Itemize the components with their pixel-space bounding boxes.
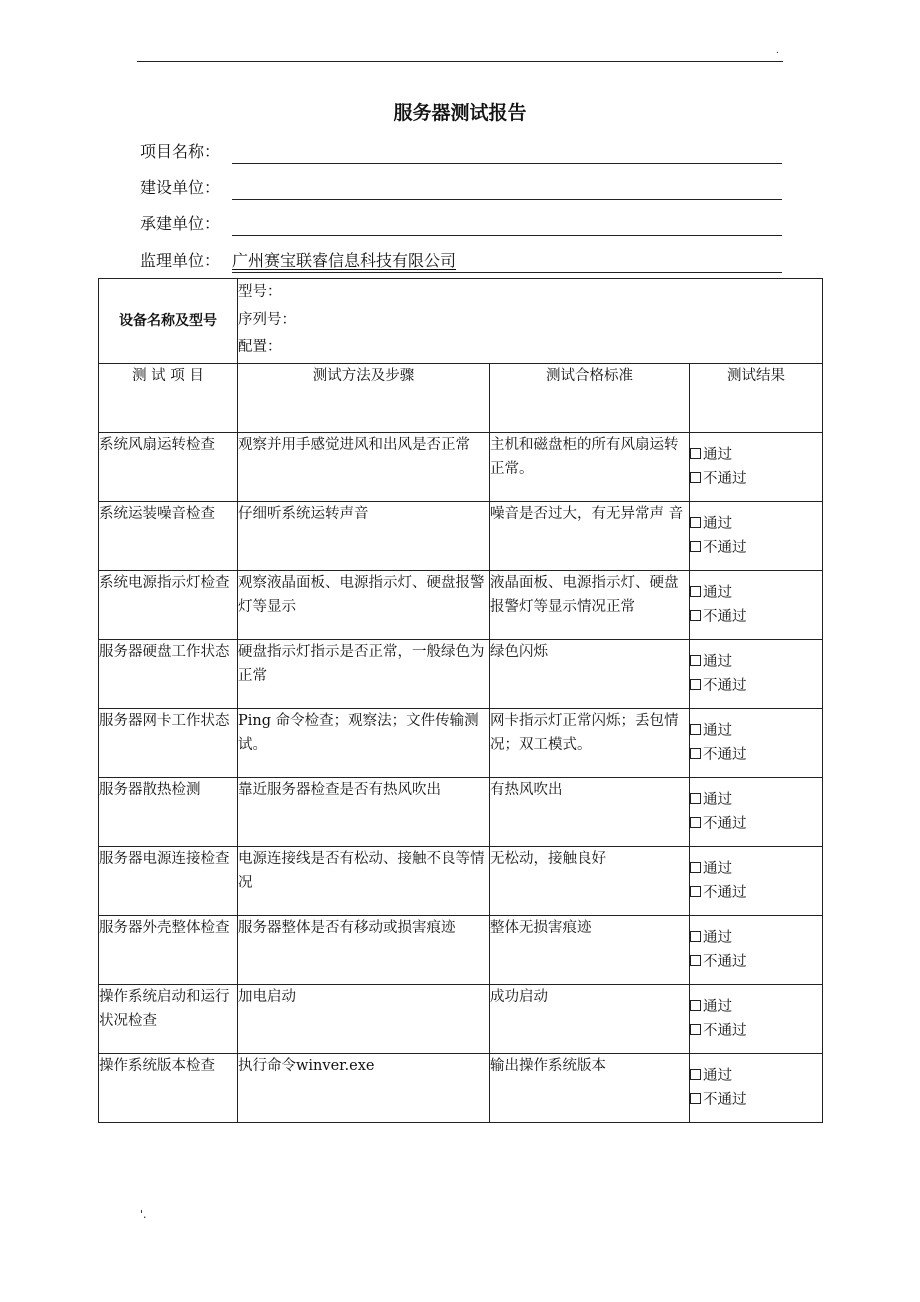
- pass-label: 通过: [703, 654, 732, 670]
- pass-label: 通过: [703, 723, 732, 739]
- checkbox-icon[interactable]: [690, 472, 701, 483]
- test-result-cell: [690, 502, 823, 571]
- pass-option[interactable]: [690, 650, 822, 674]
- fail-label: 不通过: [703, 471, 747, 487]
- table-row: [99, 433, 823, 502]
- test-item-cell: 系统运装噪音检查: [99, 502, 238, 571]
- device-spec: [238, 279, 823, 364]
- fail-option[interactable]: [690, 812, 822, 836]
- fill-line: [232, 199, 782, 200]
- test-method-cell: 硬盘指示灯指示是否正常，一般绿色为正常: [238, 640, 490, 709]
- fail-label: 不通过: [703, 954, 747, 970]
- info-row-supervisor: [140, 249, 782, 277]
- checkbox-icon[interactable]: [690, 931, 701, 942]
- fail-label: 不通过: [703, 1023, 747, 1039]
- test-method-cell: 服务器整体是否有移动或损害痕迹: [238, 916, 490, 985]
- pass-option[interactable]: [690, 581, 822, 605]
- test-method-cell: 电源连接线是否有松动、接触不良等情况: [238, 847, 490, 916]
- checkbox-icon[interactable]: [690, 793, 701, 804]
- test-item-cell: 系统电源指示灯检查: [99, 571, 238, 640]
- col-header-result: 测试结果: [690, 364, 823, 433]
- pass-option[interactable]: [690, 926, 822, 950]
- pass-label: 通过: [703, 516, 732, 532]
- test-standard-cell: 网卡指示灯正常闪烁；丢包情况；双工模式。: [490, 709, 690, 778]
- test-result-cell: [690, 709, 823, 778]
- info-value: 广州赛宝联睿信息科技有限公司: [232, 251, 457, 270]
- test-item-cell: 操作系统版本检查: [99, 1054, 238, 1123]
- pass-label: 通过: [703, 861, 732, 877]
- table-row: [99, 916, 823, 985]
- fail-option[interactable]: [690, 674, 822, 698]
- table-row: [99, 709, 823, 778]
- test-item-cell: 服务器外壳整体检查: [99, 916, 238, 985]
- checkbox-icon[interactable]: [690, 955, 701, 966]
- test-standard-cell: 有热风吹出: [490, 778, 690, 847]
- report-title: 服务器测试报告: [393, 102, 527, 124]
- pass-label: 通过: [703, 447, 732, 463]
- col-header-item: 测 试 项 目: [99, 364, 238, 433]
- fail-label: 不通过: [703, 1092, 747, 1108]
- header-row: [99, 364, 823, 433]
- test-result-cell: [690, 1054, 823, 1123]
- table-row: [99, 847, 823, 916]
- pass-label: 通过: [703, 792, 732, 808]
- test-standard-cell: 成功启动: [490, 985, 690, 1054]
- fail-label: 不通过: [703, 540, 747, 556]
- test-standard-cell: 输出操作系统版本: [490, 1054, 690, 1123]
- pass-label: 通过: [703, 999, 732, 1015]
- test-result-cell: [690, 985, 823, 1054]
- checkbox-icon[interactable]: [690, 517, 701, 528]
- checkbox-icon[interactable]: [690, 679, 701, 690]
- checkbox-icon[interactable]: [690, 748, 701, 759]
- info-row-contractor: [140, 212, 782, 240]
- pass-label: 通过: [703, 1068, 732, 1084]
- test-method-cell: 加电启动: [238, 985, 490, 1054]
- table-row: [99, 640, 823, 709]
- fail-label: 不通过: [703, 747, 747, 763]
- test-item-cell: 服务器硬盘工作状态: [99, 640, 238, 709]
- test-standard-cell: 整体无损害痕迹: [490, 916, 690, 985]
- pass-option[interactable]: [690, 995, 822, 1019]
- checkbox-icon[interactable]: [690, 1000, 701, 1011]
- checkbox-icon[interactable]: [690, 586, 701, 597]
- fail-option[interactable]: [690, 605, 822, 629]
- checkbox-icon[interactable]: [690, 1093, 701, 1104]
- checkbox-icon[interactable]: [690, 1069, 701, 1080]
- info-label: 项目名称：: [140, 142, 221, 161]
- test-method-cell: 观察并用手感觉进风和出风是否正常: [238, 433, 490, 502]
- checkbox-icon[interactable]: [690, 862, 701, 873]
- test-method-cell: Ping 命令检查；观察法；文件传输测试。: [238, 709, 490, 778]
- pass-label: 通过: [703, 930, 732, 946]
- serial-label: 序列号：: [238, 311, 296, 328]
- test-method-cell: 仔细听系统运转声音: [238, 502, 490, 571]
- info-label: 承建单位：: [140, 214, 221, 233]
- col-header-standard: 测试合格标准: [490, 364, 690, 433]
- test-result-cell: [690, 847, 823, 916]
- fail-option[interactable]: [690, 950, 822, 974]
- info-label: 监理单位：: [140, 251, 221, 270]
- info-row-builder: [140, 176, 782, 204]
- test-standard-cell: 绿色闪烁: [490, 640, 690, 709]
- table-row: [99, 985, 823, 1054]
- fail-label: 不通过: [703, 609, 747, 625]
- checkbox-icon[interactable]: [690, 610, 701, 621]
- test-item-cell: 系统风扇运转检查: [99, 433, 238, 502]
- test-item-cell: 服务器电源连接检查: [99, 847, 238, 916]
- fail-option[interactable]: [690, 1019, 822, 1043]
- test-standard-cell: 噪音是否过大，有无异常声 音: [490, 502, 690, 571]
- test-result-cell: [690, 640, 823, 709]
- config-label: 配置：: [238, 339, 282, 355]
- pass-label: 通过: [703, 585, 732, 601]
- test-standard-cell: 主机和磁盘柜的所有风扇运转正常。: [490, 433, 690, 502]
- test-method-cell: 靠近服务器检查是否有热风吹出: [238, 778, 490, 847]
- test-table: [98, 278, 823, 1123]
- info-row-project: [140, 140, 782, 168]
- pass-option[interactable]: [690, 788, 822, 812]
- checkbox-icon[interactable]: [690, 655, 701, 666]
- test-result-cell: [690, 778, 823, 847]
- fail-option[interactable]: [690, 881, 822, 905]
- test-result-cell: [690, 571, 823, 640]
- fail-option[interactable]: [690, 536, 822, 560]
- fail-option[interactable]: [690, 467, 822, 491]
- header-rule: [137, 61, 783, 62]
- pass-option[interactable]: [690, 1064, 822, 1088]
- device-row: [99, 279, 823, 364]
- pass-option[interactable]: [690, 857, 822, 881]
- checkbox-icon[interactable]: [690, 541, 701, 552]
- col-header-method: 测试方法及步骤: [238, 364, 490, 433]
- test-item-cell: 服务器网卡工作状态: [99, 709, 238, 778]
- model-label: 型号：: [238, 284, 282, 300]
- test-method-cell: 执行命令winver.exe: [238, 1054, 490, 1123]
- fail-label: 不通过: [703, 885, 747, 901]
- test-result-cell: [690, 433, 823, 502]
- test-standard-cell: 无松动，接触良好: [490, 847, 690, 916]
- pass-option[interactable]: [690, 443, 822, 467]
- checkbox-icon[interactable]: [690, 448, 701, 459]
- test-item-cell: 操作系统启动和运行状况检查: [99, 985, 238, 1054]
- header-mark: .: [776, 46, 779, 56]
- checkbox-icon[interactable]: [690, 886, 701, 897]
- fail-label: 不通过: [703, 816, 747, 832]
- checkbox-icon[interactable]: [690, 817, 701, 828]
- table-row: [99, 778, 823, 847]
- footer-mark: '.: [140, 1208, 147, 1221]
- test-result-cell: [690, 916, 823, 985]
- table-row: [99, 1054, 823, 1123]
- fail-option[interactable]: [690, 1088, 822, 1112]
- pass-option[interactable]: [690, 512, 822, 536]
- device-label: 设备名称及型号: [99, 279, 238, 364]
- checkbox-icon[interactable]: [690, 1024, 701, 1035]
- fill-line: [232, 163, 782, 164]
- info-label: 建设单位：: [140, 178, 221, 197]
- fill-line: [232, 235, 782, 236]
- fail-option[interactable]: [690, 743, 822, 767]
- checkbox-icon[interactable]: [690, 724, 701, 735]
- test-method-cell: 观察液晶面板、电源指示灯、硬盘报警灯等显示: [238, 571, 490, 640]
- test-standard-cell: 液晶面板、电源指示灯、硬盘报警灯等显示情况正常: [490, 571, 690, 640]
- pass-option[interactable]: [690, 719, 822, 743]
- table-row: [99, 502, 823, 571]
- test-item-cell: 服务器散热检测: [99, 778, 238, 847]
- table-row: [99, 571, 823, 640]
- fail-label: 不通过: [703, 678, 747, 694]
